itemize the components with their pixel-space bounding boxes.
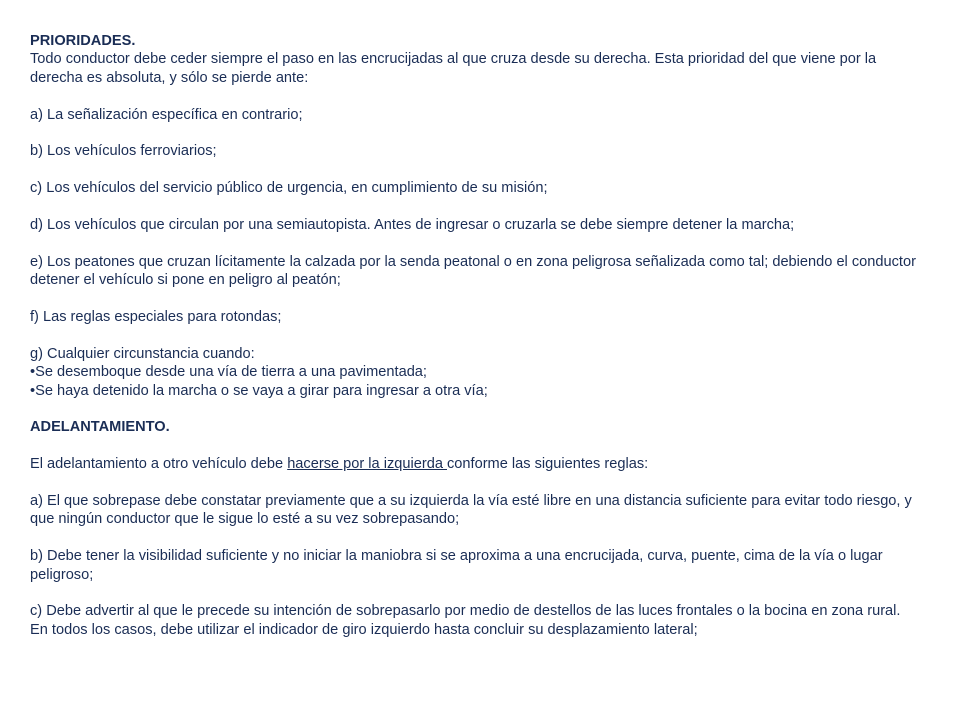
- spacer: [30, 124, 920, 142]
- prioridades-item-d: d) Los vehículos que circulan por una semiautopista. Antes de ingresar o cruzarla se debe siempre detener la marcha;: [30, 217, 795, 233]
- adelantamiento-intro-after: conforme las siguientes reglas:: [447, 456, 649, 473]
- prioridades-heading: PRIORIDADES.: [30, 33, 136, 49]
- adelantamiento-heading: ADELANTAMIENTO.: [30, 419, 170, 436]
- slide-text-body: [30, 32, 920, 639]
- spacer: [30, 474, 920, 492]
- spacer: [30, 437, 920, 455]
- spacer: [30, 161, 920, 179]
- spacer: [30, 198, 920, 216]
- adelantamiento-item-a: a) El que sobrepase debe constatar previamente que a su izquierda la vía esté libre en una distancia suficiente para evitar todo riesgo, y que ningún conductor que le sigue lo esté a su vez sobrepasando;: [30, 493, 912, 528]
- adelantamiento-intro-before: El adelantamiento a otro vehículo debe: [30, 456, 288, 473]
- prioridades-bullet-2: •Se haya detenido la marcha o se vaya a girar para ingresar a otra vía;: [30, 382, 488, 399]
- spacer: [30, 234, 920, 252]
- prioridades-item-c: c) Los vehículos del servicio público de urgencia, en cumplimiento de su misión;: [30, 180, 548, 197]
- prioridades-item-e: e) Los peatones que cruzan lícitamente la calzada por la senda peatonal o en zona peligrosa señalizada como tal; debiendo el conductor detener el vehículo si pone en peligro al peatón;: [30, 253, 916, 289]
- prioridades-intro: Todo conductor debe ceder siempre el paso en las encrucijadas al que cruza desde su derecha. Esta prioridad del que viene por la derecha es absoluta, y sólo se pierde ante:: [30, 51, 877, 86]
- spacer: [30, 400, 920, 418]
- adelantamiento-intro: [30, 455, 920, 473]
- prioridades-item-a: a) La señalización específica en contrario;: [30, 106, 303, 123]
- prioridades-item-f: f) Las reglas especiales para rotondas;: [30, 309, 282, 325]
- adelantamiento-item-b: b) Debe tener la visibilidad suficiente y no iniciar la maniobra si se aproxima a una encrucijada, curva, puente, cima de la vía o lugar peligroso;: [30, 548, 883, 583]
- spacer: [30, 290, 920, 308]
- spacer: [30, 584, 920, 602]
- prioridades-item-g: g) Cualquier circunstancia cuando:: [30, 345, 255, 362]
- adelantamiento-item-c: c) Debe advertir al que le precede su intención de sobrepasarlo por medio de destellos de las luces frontales o la bocina en zona rural. En todos los casos, debe utilizar el indicador de giro izquierdo hasta concluir su desplazamiento lateral;: [30, 603, 901, 638]
- spacer: [30, 529, 920, 547]
- spacer: [30, 326, 920, 344]
- prioridades-bullet-1: •Se desemboque desde una vía de tierra a una pavimentada;: [30, 364, 427, 381]
- spacer: [30, 87, 920, 105]
- adelantamiento-intro-underlined: hacerse por la izquierda: [287, 456, 447, 473]
- prioridades-item-b: b) Los vehículos ferroviarios;: [30, 143, 217, 160]
